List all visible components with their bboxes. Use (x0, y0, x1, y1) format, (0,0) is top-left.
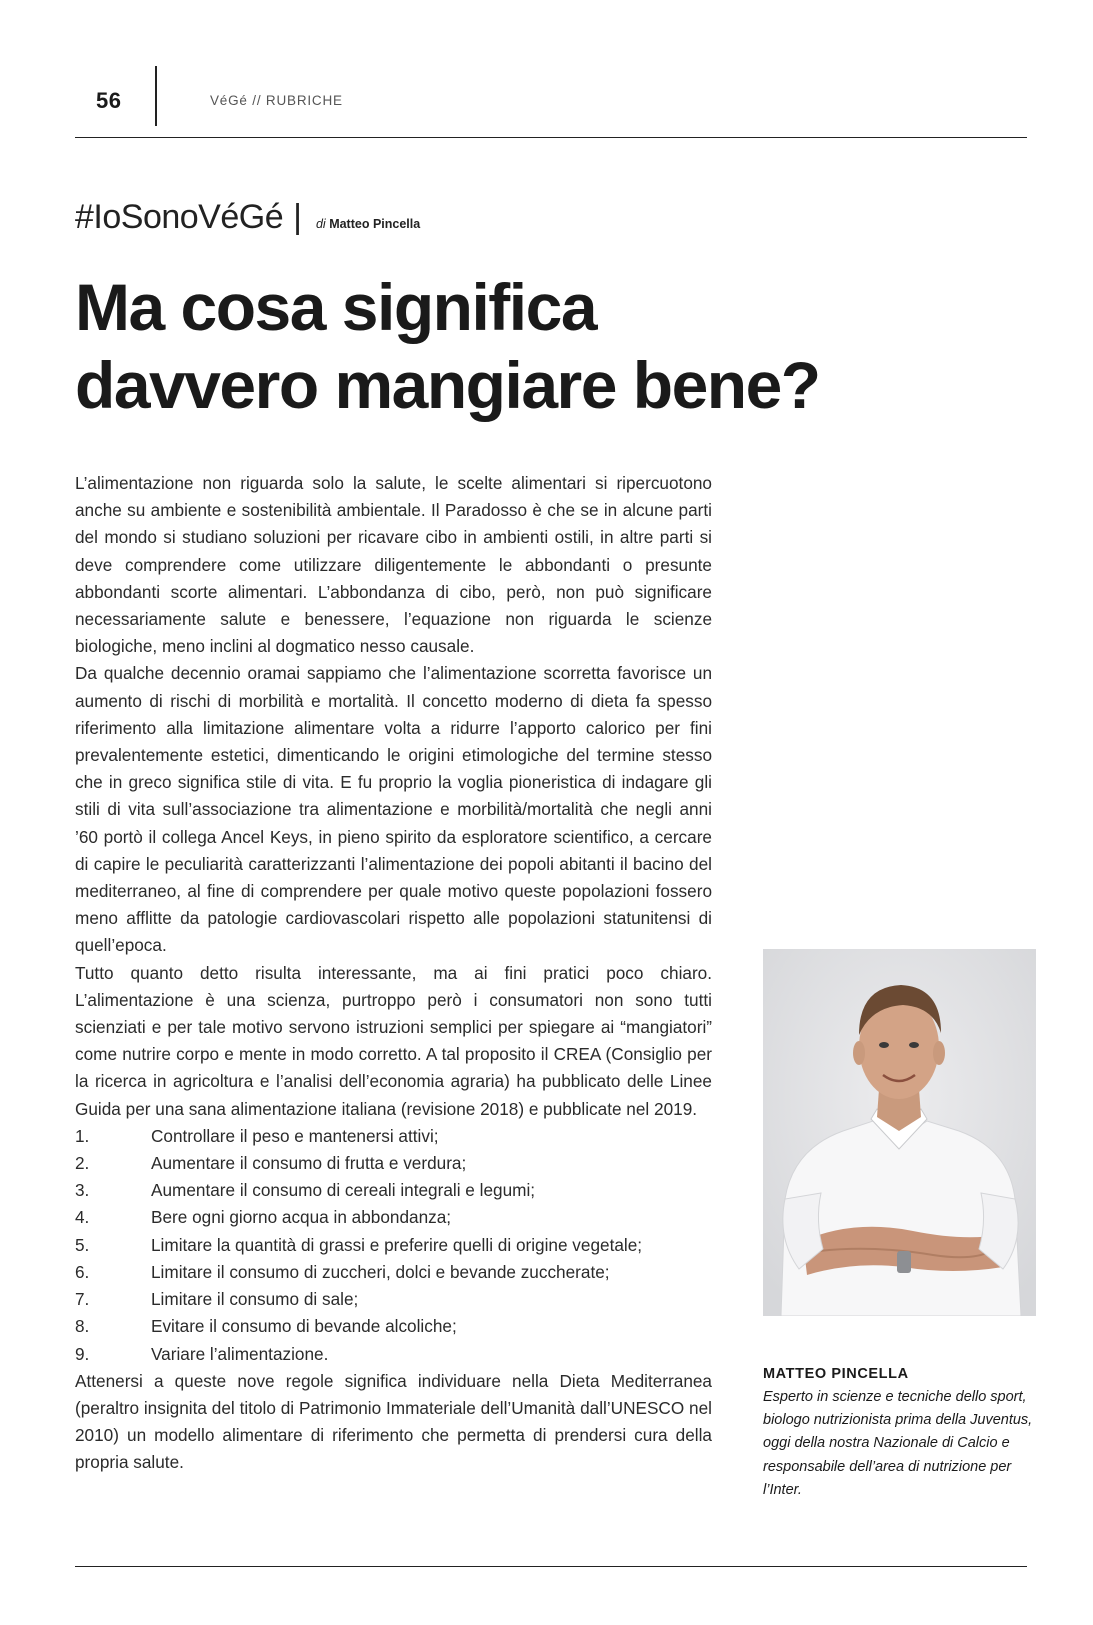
list-item (75, 1313, 712, 1340)
footer-rule (75, 1566, 1027, 1567)
list-item-number: 8. (75, 1316, 90, 1337)
list-item-text: Limitare il consumo di zuccheri, dolci e bevande zuccherate; (151, 1261, 610, 1282)
author-portrait-illustration (763, 949, 1036, 1316)
list-item-text: Evitare il consumo di bevande alcoliche; (151, 1316, 457, 1337)
list-item-number: 5. (75, 1234, 90, 1255)
byline-author: Matteo Pincella (329, 217, 421, 231)
list-item-number: 7. (75, 1289, 90, 1310)
guidelines-list (75, 1123, 712, 1368)
closing-paragraph: Attenersi a queste nove regole significa individuare nella Dieta Mediterranea (peraltro insignita del titolo di Patrimonio Immateriale dell’Umanità dall’UNESCO nel 2010) un modello alimentare di riferimento che permetta di prendersi cura della propria salute. (75, 1370, 712, 1473)
list-item (75, 1123, 712, 1150)
list-item-text: Controllare il peso e mantenersi attivi; (151, 1125, 439, 1146)
body-paragraph: Da qualche decennio oramai sappiamo che l’alimentazione scorretta favorisce un aumento di rischi di morbilità e mortalità. Il concetto moderno di dieta fa spesso riferimento alla limitazione alimentare volta a ridurre l’apporto calorico per fini prevalentemente estetici, dimenticando le origini etimologiche del termine stesso che in greco significa stile di vita. E fu proprio la voglia pioneristica di indagare gli stili di vita sull’associazione tra alimentazione e morbilità/mortalità che negli anni ’60 portò il collega Ancel Keys, in pieno spirito da esploratore scientifico, a cercare di capire le peculiarità caratterizzanti l’alimentazione dei popoli abitanti il bacino del mediterraneo, al fine di comprendere per quale motivo queste popolazioni fossero meno afflitte da patologie cardiovascolari rispetto alle popolazioni statunitensi di quell’epoca. (75, 663, 712, 956)
author-photo (763, 949, 1036, 1316)
header-rule (75, 137, 1027, 138)
body-paragraph: Tutto quanto detto risulta interessante, ma ai fini pratici poco chiaro. L’alimentazione è una scienza, purtroppo però i consumatori non sono tutti scienziati e per tale motivo servono istruzioni semplici per spiegare ai “mangiatori” come nutrire corpo e mente in modo corretto. A tal proposito il CREA (Consiglio per la ricerca in agricoltura e l’analisi dell’economia agraria) ha pubblicato delle Linee Guida per una sana alimentazione italiana (revisione 2018) e pubblicate nel 2019. (75, 962, 712, 1119)
byline-prefix: di (315, 217, 326, 231)
body-paragraph: L’alimentazione non riguarda solo la salute, le scelte alimentari si ripercuotono anche su ambiente e sostenibilità ambientale. Il Paradosso è che se in alcune parti del mondo si studiano soluzioni per ricavare cibo in ambienti ostili, in altre parti si deve comprendere come utilizzare diligentemente le abbondanti o presunte abbondanti scorte alimentari. L’abbondanza di cibo, però, non può significare necessariamente salute e benessere, l’equazione non riguarda le scienze biologiche, meno inclini al dogmatico nesso causale. (75, 473, 712, 657)
kicker-separator: | (293, 198, 302, 236)
list-item (75, 1150, 712, 1177)
list-item-number: 9. (75, 1343, 90, 1364)
byline (316, 217, 420, 231)
list-item (75, 1259, 712, 1286)
section-hashtag: #IoSonoVéGé (75, 198, 284, 236)
list-item (75, 1341, 712, 1368)
headline-line-2: davvero mangiare bene? (75, 348, 820, 422)
list-item (75, 1232, 712, 1259)
list-item (75, 1177, 712, 1204)
list-item-number: 2. (75, 1153, 90, 1174)
list-item-text: Limitare il consumo di sale; (151, 1289, 359, 1310)
caption-author-name: MATTEO PINCELLA (763, 1366, 909, 1382)
list-item-text: Bere ogni giorno acqua in abbondanza; (151, 1207, 452, 1228)
list-item-number: 4. (75, 1207, 90, 1228)
list-item-text: Limitare la quantità di grassi e preferire quelli di origine vegetale; (151, 1234, 643, 1255)
breadcrumb: VéGé // RUBRICHE (210, 93, 343, 108)
headline-line-1: Ma cosa significa (75, 270, 597, 344)
list-item-text: Aumentare il consumo di frutta e verdura; (151, 1153, 467, 1174)
list-item-number: 1. (75, 1125, 90, 1146)
list-item (75, 1286, 712, 1313)
article-headline (75, 268, 835, 424)
article-body (75, 470, 712, 1477)
header-divider (155, 66, 157, 126)
list-item (75, 1204, 712, 1231)
list-item-number: 6. (75, 1261, 90, 1282)
page-number: 56 (96, 88, 122, 113)
kicker-row (75, 198, 420, 237)
list-item-number: 3. (75, 1180, 90, 1201)
author-caption (763, 1364, 1043, 1502)
caption-author-bio: Esperto in scienze e tecniche dello sport, biologo nutrizionista prima della Juventus, oggi della nostra Nazionale di Calcio e responsabile dell’area di nutrizione per l’Inter. (763, 1389, 1033, 1498)
list-item-text: Aumentare il consumo di cereali integrali e legumi; (151, 1180, 536, 1201)
list-item-text: Variare l’alimentazione. (151, 1343, 329, 1364)
